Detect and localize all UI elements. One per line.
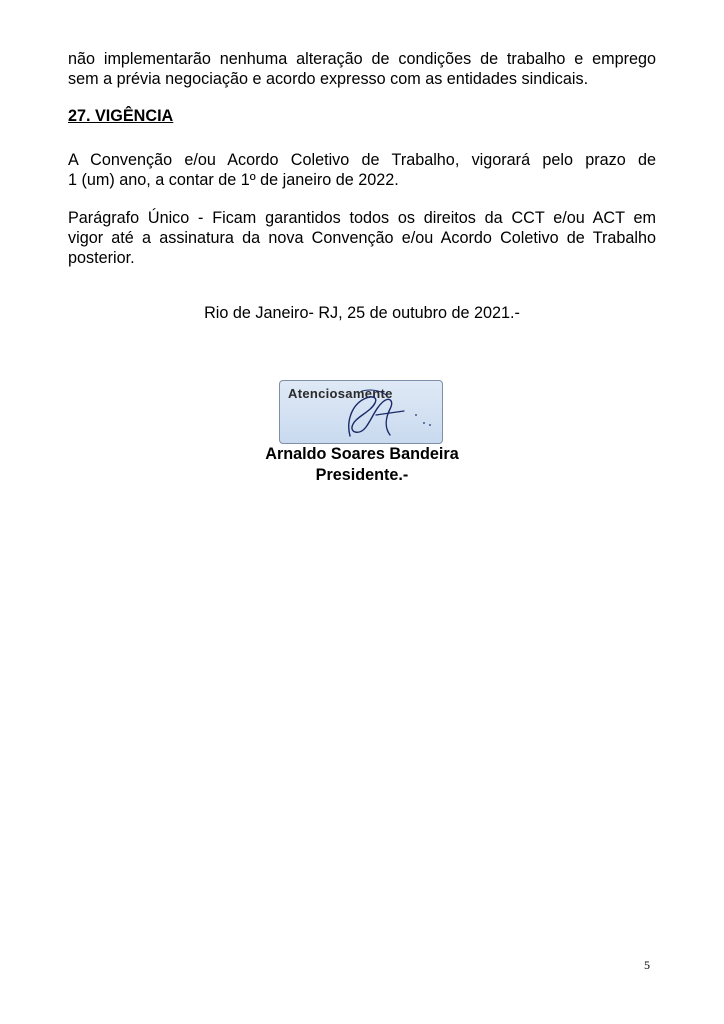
vigencia-paragraph	[68, 150, 656, 190]
paragraph-line: posterior.	[68, 249, 135, 267]
handwritten-signature-icon	[280, 381, 442, 443]
page-number: 5	[644, 958, 650, 972]
paragraph-line: Parágrafo Único - Ficam garantidos todos os direitos da CCT e/ou ACT em	[68, 209, 656, 227]
paragrafo-unico	[68, 208, 656, 268]
paragraph-line: 1 (um) ano, a contar de 1º de janeiro de 2022.	[68, 171, 399, 189]
section-heading: 27. VIGÊNCIA	[68, 107, 174, 125]
continuation-paragraph	[68, 49, 656, 89]
paragraph-line: não implementarão nenhuma alteração de condições de trabalho e emprego	[68, 50, 656, 68]
signatory-title: Presidente.-	[315, 466, 409, 484]
svg-text:Atenciosamente: Atenciosamente	[288, 386, 393, 401]
paragraph-line: vigor até a assinatura da nova Convenção e/ou Acordo Coletivo de Trabalho	[68, 229, 656, 247]
place-and-date: Rio de Janeiro- RJ, 25 de outubro de 2021.-	[204, 304, 520, 322]
paragraph-line: sem a prévia negociação e acordo expresso com as entidades sindicais.	[68, 70, 589, 88]
signature-stamp	[279, 380, 443, 444]
signatory-name: Arnaldo Soares Bandeira	[265, 445, 459, 463]
paragraph-line: A Convenção e/ou Acordo Coletivo de Trabalho, vigorará pelo prazo de	[68, 151, 656, 169]
